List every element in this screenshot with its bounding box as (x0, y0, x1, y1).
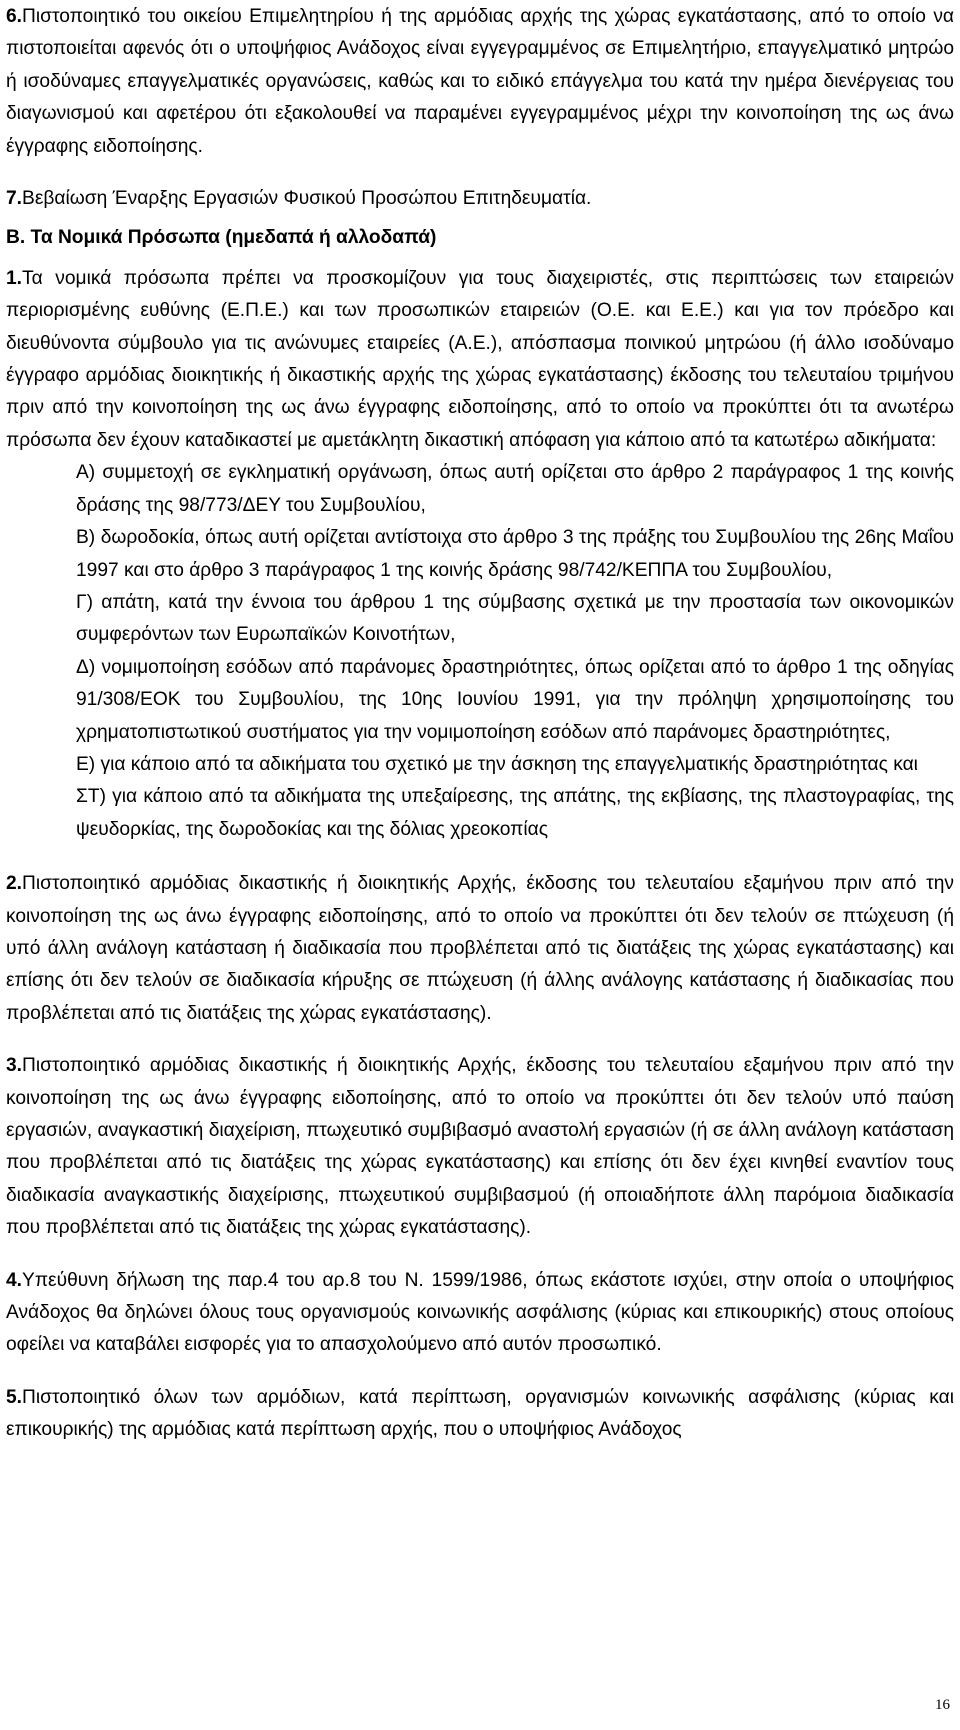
offence-list (6, 457, 954, 846)
section-b1-number: 1. (6, 267, 23, 289)
section-7-number: 7. (6, 188, 23, 210)
section-b5-text: Πιστοποιητικό όλων των αρμόδιων, κατά περίπτωση, οργανισμών κοινωνικής ασφάλισης (κύριας και επικουρικής) της αρμόδιας κατά περίπτωση αρχής, που ο υποψήφιος Ανάδοχος (6, 1386, 954, 1441)
section-6-paragraph (6, 1, 954, 163)
section-b-title: Β. Τα Νομικά Πρόσωπα (ημεδαπά ή αλλοδαπά) (6, 227, 437, 249)
section-b4-paragraph (6, 1265, 954, 1362)
list-item: Β) δωροδοκία, όπως αυτή ορίζεται αντίστοιχα στο άρθρο 3 της πράξης του Συμβουλίου της 26ης Μαΐου 1997 και στο άρθρο 3 παράγραφος 1 της κοινής δράσης 98/742/ΚΕΠΠΑ του Συμβουλίου, (76, 527, 954, 581)
page-number: 16 (935, 1697, 950, 1713)
section-b3-text: Πιστοποιητικό αρμόδιας δικαστικής ή διοικητικής Αρχής, έκδοσης του τελευταίου εξαμήνου πριν από την κοινοποίηση της ως άνω έγγραφης ειδοποίησης, από το οποίο να προκύπτει ότι δεν τελούν υπό παύση εργασιών, αναγκαστική διαχείριση, πτωχευτικό συμβιβασμό αναστολή εργασιών (ή σε άλλη ανάλογη κατάσταση που προβλέπεται από τις διατάξεις της χώρας εγκατάστασης) και επίσης ότι δεν έχει κινηθεί εναντίον τους διαδικασία αναγκαστικής διαχείρισης, πτωχευτικού συμβιβασμού (ή οποιαδήποτε άλλη παρόμοια διαδικασία που προβλέπεται από τις διατάξεις της χώρας εγκατάστασης). (6, 1055, 954, 1239)
section-b2-paragraph (6, 868, 954, 1030)
section-b4-number: 4. (6, 1269, 23, 1291)
section-b4-text: Υπεύθυνη δήλωση της παρ.4 του αρ.8 του Ν. 1599/1986, όπως εκάστοτε ισχύει, στην οποία ο υποψήφιος Ανάδοχος θα δηλώνει όλους τους οργανισμούς κοινωνικής ασφάλισης (κύριας και επικουρικής) στους οποίους οφείλει να καταβάλει εισφορές για το απασχολούμενο από αυτόν προσωπικό. (6, 1269, 954, 1356)
document-page (6, 0, 954, 1447)
section-b5-number: 5. (6, 1386, 23, 1408)
section-7-paragraph (6, 183, 954, 215)
section-b3-number: 3. (6, 1055, 23, 1077)
section-b1-paragraph (6, 263, 954, 457)
section-b2-number: 2. (6, 873, 23, 895)
list-item: Α) συμμετοχή σε εγκληματική οργάνωση, όπως αυτή ορίζεται στο άρθρο 2 παράγραφος 1 της κοινής δράσης της 98/773/ΔΕΥ του Συμβουλίου, (76, 462, 954, 516)
section-6-number: 6. (6, 6, 23, 27)
list-item: Ε) για κάποιο από τα αδικήματα του σχετικό με την άσκηση της επαγγελματικής δραστηριότητας και (76, 753, 918, 775)
section-b2-text: Πιστοποιητικό αρμόδιας δικαστικής ή διοικητικής Αρχής, έκδοσης του τελευταίου εξαμήνου πριν από την κοινοποίηση της ως άνω έγγραφης ειδοποίησης, από το οποίο να προκύπτει ότι δεν τελούν σε πτώχευση (ή υπό άλλη ανάλογη κατάσταση ή διαδικασία που προβλέπεται από τις διατάξεις της χώρας εγκατάστασης) και επίσης ότι δεν τελούν σε διαδικασία κήρυξης σε πτώχευση (ή άλλης ανάλογης κατάστασης ή διαδικασίας που προβλέπεται από τις διατάξεις της χώρας εγκατάστασης). (6, 873, 954, 1024)
list-item: Γ) απάτη, κατά την έννοια του άρθρου 1 της σύμβασης σχετικά με την προστασία των οικονομικών συμφερόντων των Ευρωπαϊκών Κοινοτήτων, (76, 591, 954, 646)
section-b5-paragraph (6, 1382, 954, 1447)
list-item: Δ) νομιμοποίηση εσόδων από παράνομες δραστηριότητες, όπως ορίζεται από το άρθρο 1 της οδηγίας 91/308/ΕΟΚ του Συμβουλίου, της 10ης Ιουνίου 1991, για την πρόληψη χρησιμοποίησης του χρηματοπιστωτικού συστήματος για την νομιμοποίηση εσόδων από παράνομες δραστηριότητες, (76, 656, 954, 743)
section-b1-text: Τα νομικά πρόσωπα πρέπει να προσκομίζουν για τους διαχειριστές, στις περιπτώσεις των εταιρειών περιορισμένης ευθύνης (Ε.Π.Ε.) και των προσωπικών εταιρειών (Ο.Ε. και Ε.Ε.) και για τον πρόεδρο και διευθύνοντα σύμβουλο για τις ανώνυμες εταιρείες (Α.Ε.), απόσπασμα ποινικού μητρώου (ή άλλο ισοδύναμο έγγραφο αρμόδιας διοικητικής ή δικαστικής αρχής της χώρας εγκατάστασης) έκδοσης του τελευταίου τριμήνου πριν από την κοινοποίηση της ως άνω έγγραφης ειδοποίησης, από το οποίο να προκύπτει ότι τα ανωτέρω πρόσωπα δεν έχουν καταδικαστεί με αμετάκλητη δικαστική απόφαση για κάποιο από τα κατωτέρω αδικήματα: (6, 267, 954, 451)
list-item: ΣΤ) για κάποιο από τα αδικήματα της υπεξαίρεσης, της απάτης, της εκβίασης, της πλαστογραφίας, της ψευδορκίας, της δωροδοκίας και της δόλιας χρεοκοπίας (76, 786, 954, 840)
section-7-text: Βεβαίωση Έναρξης Εργασιών Φυσικού Προσώπου Επιτηδευματία. (22, 188, 592, 210)
section-6-text: Πιστοποιητικό του οικείου Επιμελητηρίου ή της αρμόδιας αρχής της χώρας εγκατάστασης, από το οποίο να πιστοποιείται αφενός ότι ο υποψήφιος Ανάδοχος είναι εγγεγραμμένος σε Επιμελητήριο, επαγγελματικό μητρώο ή ισοδύναμες επαγγελματικές οργανώσεις, καθώς και το ειδικό επάγγελμα του κατά την ημέρα διενέργειας του διαγωνισμού και αφετέρου ότι εξακολουθεί να παραμένει εγγεγραμμένος μέχρι την κοινοποίηση της ως άνω έγγραφης ειδοποίησης. (6, 6, 954, 157)
section-b3-paragraph (6, 1050, 954, 1244)
